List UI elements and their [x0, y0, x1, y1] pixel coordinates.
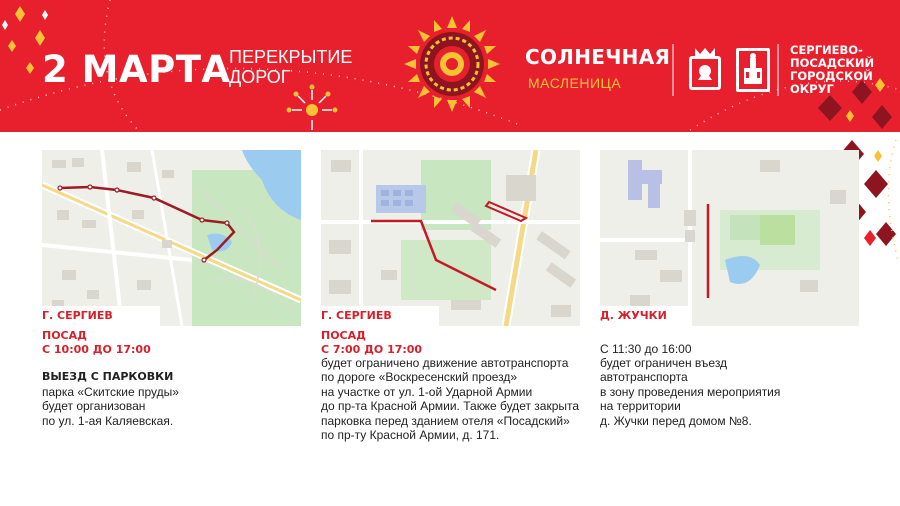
card-3-body — [600, 356, 780, 428]
card-1-line: парка «Скитские пруды» — [42, 385, 179, 399]
card-3-line: в зону проведения мероприятия — [600, 384, 781, 399]
district-line-3: ГОРОДСКОЙ — [790, 69, 873, 83]
header-banner — [0, 0, 900, 132]
card-2-body — [321, 356, 579, 442]
region-crest-icon — [686, 44, 724, 94]
subtitle-line-1: ПЕРЕКРЫТИЕ — [229, 47, 353, 67]
card-2-line: будет ограничено движение автотранспорта — [321, 356, 569, 370]
card-3-line: автотранспорта — [600, 370, 688, 385]
district-line-2: ПОСАДСКИЙ — [790, 56, 875, 70]
card-1-line: по ул. 1-ая Каляевская. — [42, 413, 174, 428]
card-1-heading: ВЫЕЗД С ПАРКОВКИ — [42, 370, 174, 383]
festival-title: СОЛНЕЧНАЯ — [525, 45, 671, 69]
map-voskresensky-proezd — [321, 150, 580, 326]
festival-subtitle: МАСЛЕНИЦА — [528, 75, 622, 91]
card-1-line: будет организован — [42, 399, 146, 414]
event-date: 2 МАРТА — [42, 48, 231, 91]
card-3-line: будет ограничен въезд — [600, 356, 728, 370]
card-2-line: по пр-ту Красной Армии, д. 171. — [321, 428, 500, 443]
map-zhuchki — [600, 150, 859, 326]
district-line-4: ОКРУГ — [790, 82, 834, 96]
district-crest-icon — [734, 44, 772, 94]
banner-subtitle — [229, 47, 359, 87]
card-2-line: до пр-та Красной Армии. Также будет закрыта — [321, 399, 580, 414]
card-2-caption: Г. СЕРГИЕВ ПОСАД — [321, 306, 439, 326]
map-skitskie-prudy — [42, 150, 301, 326]
card-1-caption: Г. СЕРГИЕВ ПОСАД — [42, 306, 160, 326]
card-3-caption: Д. ЖУЧКИ — [600, 306, 690, 326]
card-2-line: на участке от ул. 1-ой Ударной Армии — [321, 384, 533, 399]
district-name — [790, 44, 880, 96]
subtitle-line-2: ДОРОГ — [229, 67, 291, 87]
card-1-time: С 10:00 ДО 17:00 — [42, 343, 151, 356]
card-1-body — [42, 385, 179, 428]
district-line-1: СЕРГИЕВО- — [790, 43, 863, 57]
card-3-line: д. Жучки перед домом №8. — [600, 413, 752, 428]
card-2-time: С 7:00 ДО 17:00 — [321, 343, 423, 356]
card-2-line: парковка перед зданием отеля «Посадский» — [321, 413, 570, 428]
card-3-line: на территории — [600, 399, 681, 414]
card-2-line: по дороге «Воскресенский проезд» — [321, 370, 518, 385]
card-3-time: С 11:30 до 16:00 — [600, 342, 692, 356]
